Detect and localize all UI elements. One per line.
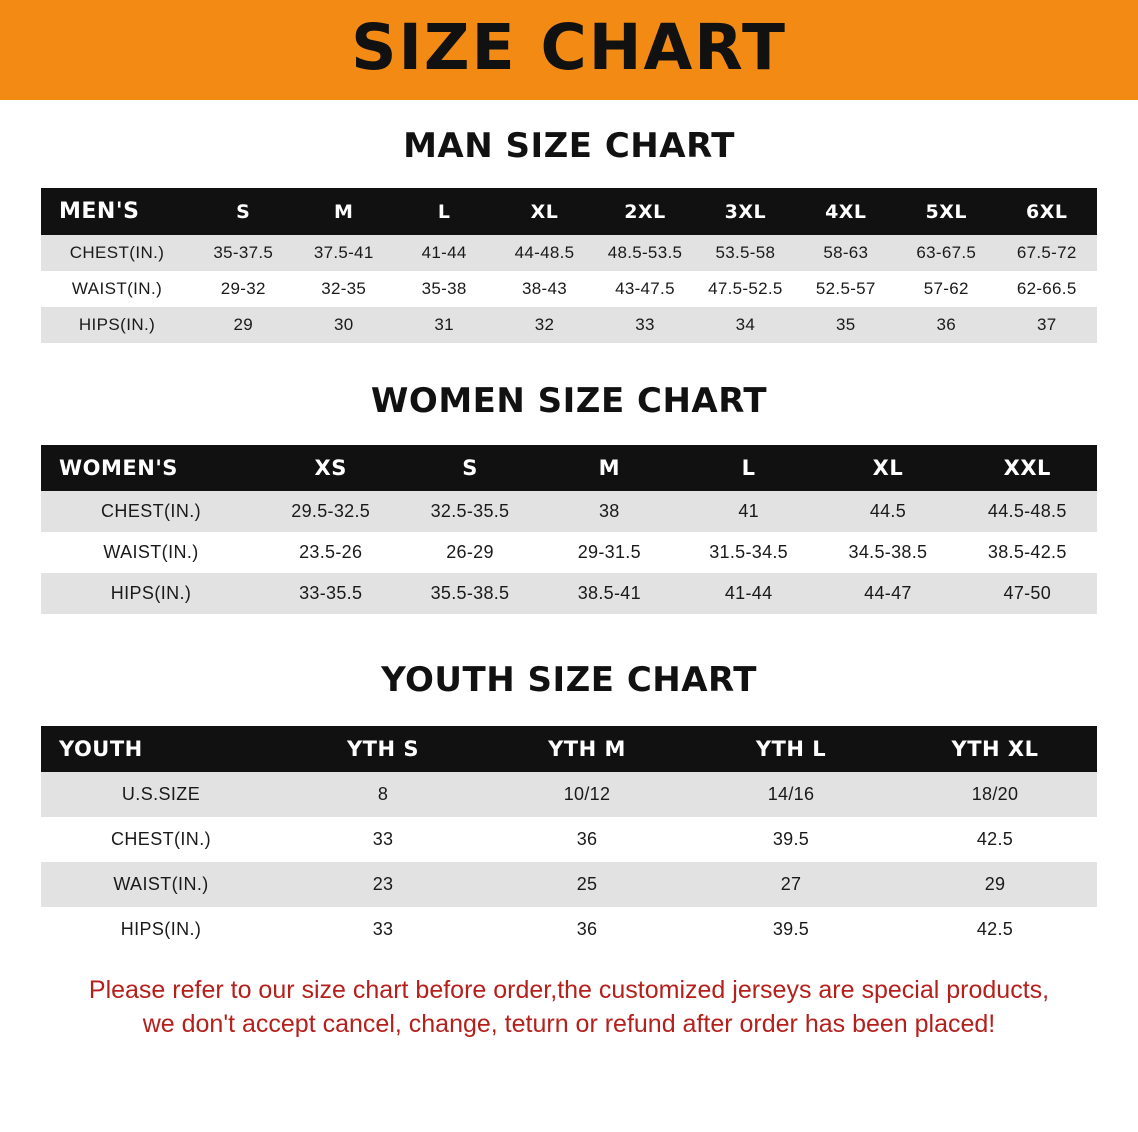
youth-size-header: YTH M xyxy=(485,726,689,772)
youth-measure-cell: 29 xyxy=(893,862,1097,907)
youth-table-header xyxy=(41,726,1097,772)
men-measure-cell: 32 xyxy=(494,307,594,343)
youth-measure-cell: 25 xyxy=(485,862,689,907)
man-size-table xyxy=(41,188,1097,343)
women-size-table xyxy=(41,445,1097,614)
youth-measure-cell: 27 xyxy=(689,862,893,907)
men-size-header: XL xyxy=(494,188,594,235)
youth-size-header: YTH S xyxy=(281,726,485,772)
men-measure-cell: 35-38 xyxy=(394,271,494,307)
youth-row-label: HIPS(IN.) xyxy=(41,907,281,952)
man-table-header xyxy=(41,188,1097,235)
note-line-2: we don't accept cancel, change, teturn or refund after order has been placed! xyxy=(142,1009,996,1038)
youth-measure-cell: 33 xyxy=(281,907,485,952)
men-size-header: M xyxy=(293,188,393,235)
women-measure-cell: 31.5-34.5 xyxy=(679,532,818,573)
women-measure-cell: 44.5 xyxy=(818,491,957,532)
table-row xyxy=(41,817,1097,862)
youth-row-label: CHEST(IN.) xyxy=(41,817,281,862)
men-measure-cell: 47.5-52.5 xyxy=(695,271,795,307)
women-measure-cell: 29-31.5 xyxy=(540,532,679,573)
table-row xyxy=(41,907,1097,952)
youth-table-head-label: YOUTH xyxy=(41,726,281,772)
women-table-head-label: WOMEN'S xyxy=(41,445,261,491)
men-measure-cell: 32-35 xyxy=(293,271,393,307)
men-measure-cell: 62-66.5 xyxy=(996,271,1097,307)
men-measure-cell: 63-67.5 xyxy=(896,235,996,271)
youth-row-label: WAIST(IN.) xyxy=(41,862,281,907)
youth-table-body xyxy=(41,772,1097,952)
youth-section-title: YOUTH SIZE CHART xyxy=(381,660,757,700)
table-row xyxy=(41,235,1097,271)
youth-measure-cell: 18/20 xyxy=(893,772,1097,817)
women-size-header: XL xyxy=(818,445,957,491)
men-measure-cell: 41-44 xyxy=(394,235,494,271)
women-table-header xyxy=(41,445,1097,491)
men-measure-cell: 35 xyxy=(796,307,896,343)
women-measure-cell: 23.5-26 xyxy=(261,532,400,573)
youth-measure-cell: 14/16 xyxy=(689,772,893,817)
men-measure-cell: 35-37.5 xyxy=(193,235,293,271)
table-row xyxy=(41,307,1097,343)
women-measure-cell: 38.5-41 xyxy=(540,573,679,614)
women-measure-cell: 41 xyxy=(679,491,818,532)
women-measure-cell: 29.5-32.5 xyxy=(261,491,400,532)
note-line-1: Please refer to our size chart before order,the customized jerseys are special products, xyxy=(88,976,1050,1004)
youth-measure-cell: 36 xyxy=(485,817,689,862)
youth-measure-cell: 10/12 xyxy=(485,772,689,817)
table-row xyxy=(41,573,1097,614)
youth-measure-cell: 39.5 xyxy=(689,907,893,952)
youth-row-label: U.S.SIZE xyxy=(41,772,281,817)
women-size-header: M xyxy=(540,445,679,491)
men-table-head-label: MEN'S xyxy=(41,188,193,235)
women-measure-cell: 47-50 xyxy=(958,573,1097,614)
women-size-header: L xyxy=(679,445,818,491)
men-measure-cell: 52.5-57 xyxy=(796,271,896,307)
youth-size-header: YTH L xyxy=(689,726,893,772)
men-size-header: 6XL xyxy=(996,188,1097,235)
men-measure-cell: 53.5-58 xyxy=(695,235,795,271)
table-row xyxy=(41,491,1097,532)
youth-measure-cell: 42.5 xyxy=(893,817,1097,862)
men-measure-cell: 57-62 xyxy=(896,271,996,307)
youth-size-table xyxy=(41,726,1097,952)
men-measure-cell: 44-48.5 xyxy=(494,235,594,271)
men-size-header: 2XL xyxy=(595,188,695,235)
table-row xyxy=(41,271,1097,307)
men-measure-cell: 31 xyxy=(394,307,494,343)
table-row xyxy=(41,772,1097,817)
men-measure-cell: 29-32 xyxy=(193,271,293,307)
man-section-title: MAN SIZE CHART xyxy=(403,126,735,166)
women-measure-cell: 41-44 xyxy=(679,573,818,614)
women-measure-cell: 26-29 xyxy=(400,532,539,573)
table-row xyxy=(41,532,1097,573)
youth-measure-cell: 33 xyxy=(281,817,485,862)
women-row-label: CHEST(IN.) xyxy=(41,491,261,532)
men-measure-cell: 36 xyxy=(896,307,996,343)
men-size-header: 4XL xyxy=(796,188,896,235)
men-measure-cell: 37 xyxy=(996,307,1097,343)
men-measure-cell: 37.5-41 xyxy=(293,235,393,271)
order-policy-note xyxy=(41,974,1097,1042)
men-measure-cell: 58-63 xyxy=(796,235,896,271)
women-measure-cell: 44-47 xyxy=(818,573,957,614)
page-title: SIZE CHART xyxy=(351,10,787,84)
men-row-label: CHEST(IN.) xyxy=(41,235,193,271)
men-measure-cell: 38-43 xyxy=(494,271,594,307)
men-measure-cell: 34 xyxy=(695,307,795,343)
youth-measure-cell: 36 xyxy=(485,907,689,952)
women-size-header: XS xyxy=(261,445,400,491)
women-measure-cell: 35.5-38.5 xyxy=(400,573,539,614)
youth-measure-cell: 42.5 xyxy=(893,907,1097,952)
men-size-header: S xyxy=(193,188,293,235)
men-size-header: 5XL xyxy=(896,188,996,235)
women-measure-cell: 38.5-42.5 xyxy=(958,532,1097,573)
women-table-body xyxy=(41,491,1097,614)
men-measure-cell: 67.5-72 xyxy=(996,235,1097,271)
men-measure-cell: 43-47.5 xyxy=(595,271,695,307)
header-banner xyxy=(0,0,1138,100)
men-measure-cell: 29 xyxy=(193,307,293,343)
women-measure-cell: 33-35.5 xyxy=(261,573,400,614)
men-measure-cell: 30 xyxy=(293,307,393,343)
women-measure-cell: 38 xyxy=(540,491,679,532)
youth-size-header: YTH XL xyxy=(893,726,1097,772)
table-row xyxy=(41,862,1097,907)
women-section-title: WOMEN SIZE CHART xyxy=(370,381,768,421)
men-measure-cell: 48.5-53.5 xyxy=(595,235,695,271)
women-size-header: XXL xyxy=(958,445,1097,491)
women-measure-cell: 32.5-35.5 xyxy=(400,491,539,532)
youth-measure-cell: 8 xyxy=(281,772,485,817)
man-table-body xyxy=(41,235,1097,343)
youth-measure-cell: 23 xyxy=(281,862,485,907)
women-measure-cell: 34.5-38.5 xyxy=(818,532,957,573)
women-row-label: HIPS(IN.) xyxy=(41,573,261,614)
men-row-label: HIPS(IN.) xyxy=(41,307,193,343)
youth-measure-cell: 39.5 xyxy=(689,817,893,862)
men-measure-cell: 33 xyxy=(595,307,695,343)
women-measure-cell: 44.5-48.5 xyxy=(958,491,1097,532)
men-row-label: WAIST(IN.) xyxy=(41,271,193,307)
men-size-header: L xyxy=(394,188,494,235)
women-row-label: WAIST(IN.) xyxy=(41,532,261,573)
women-size-header: S xyxy=(400,445,539,491)
men-size-header: 3XL xyxy=(695,188,795,235)
